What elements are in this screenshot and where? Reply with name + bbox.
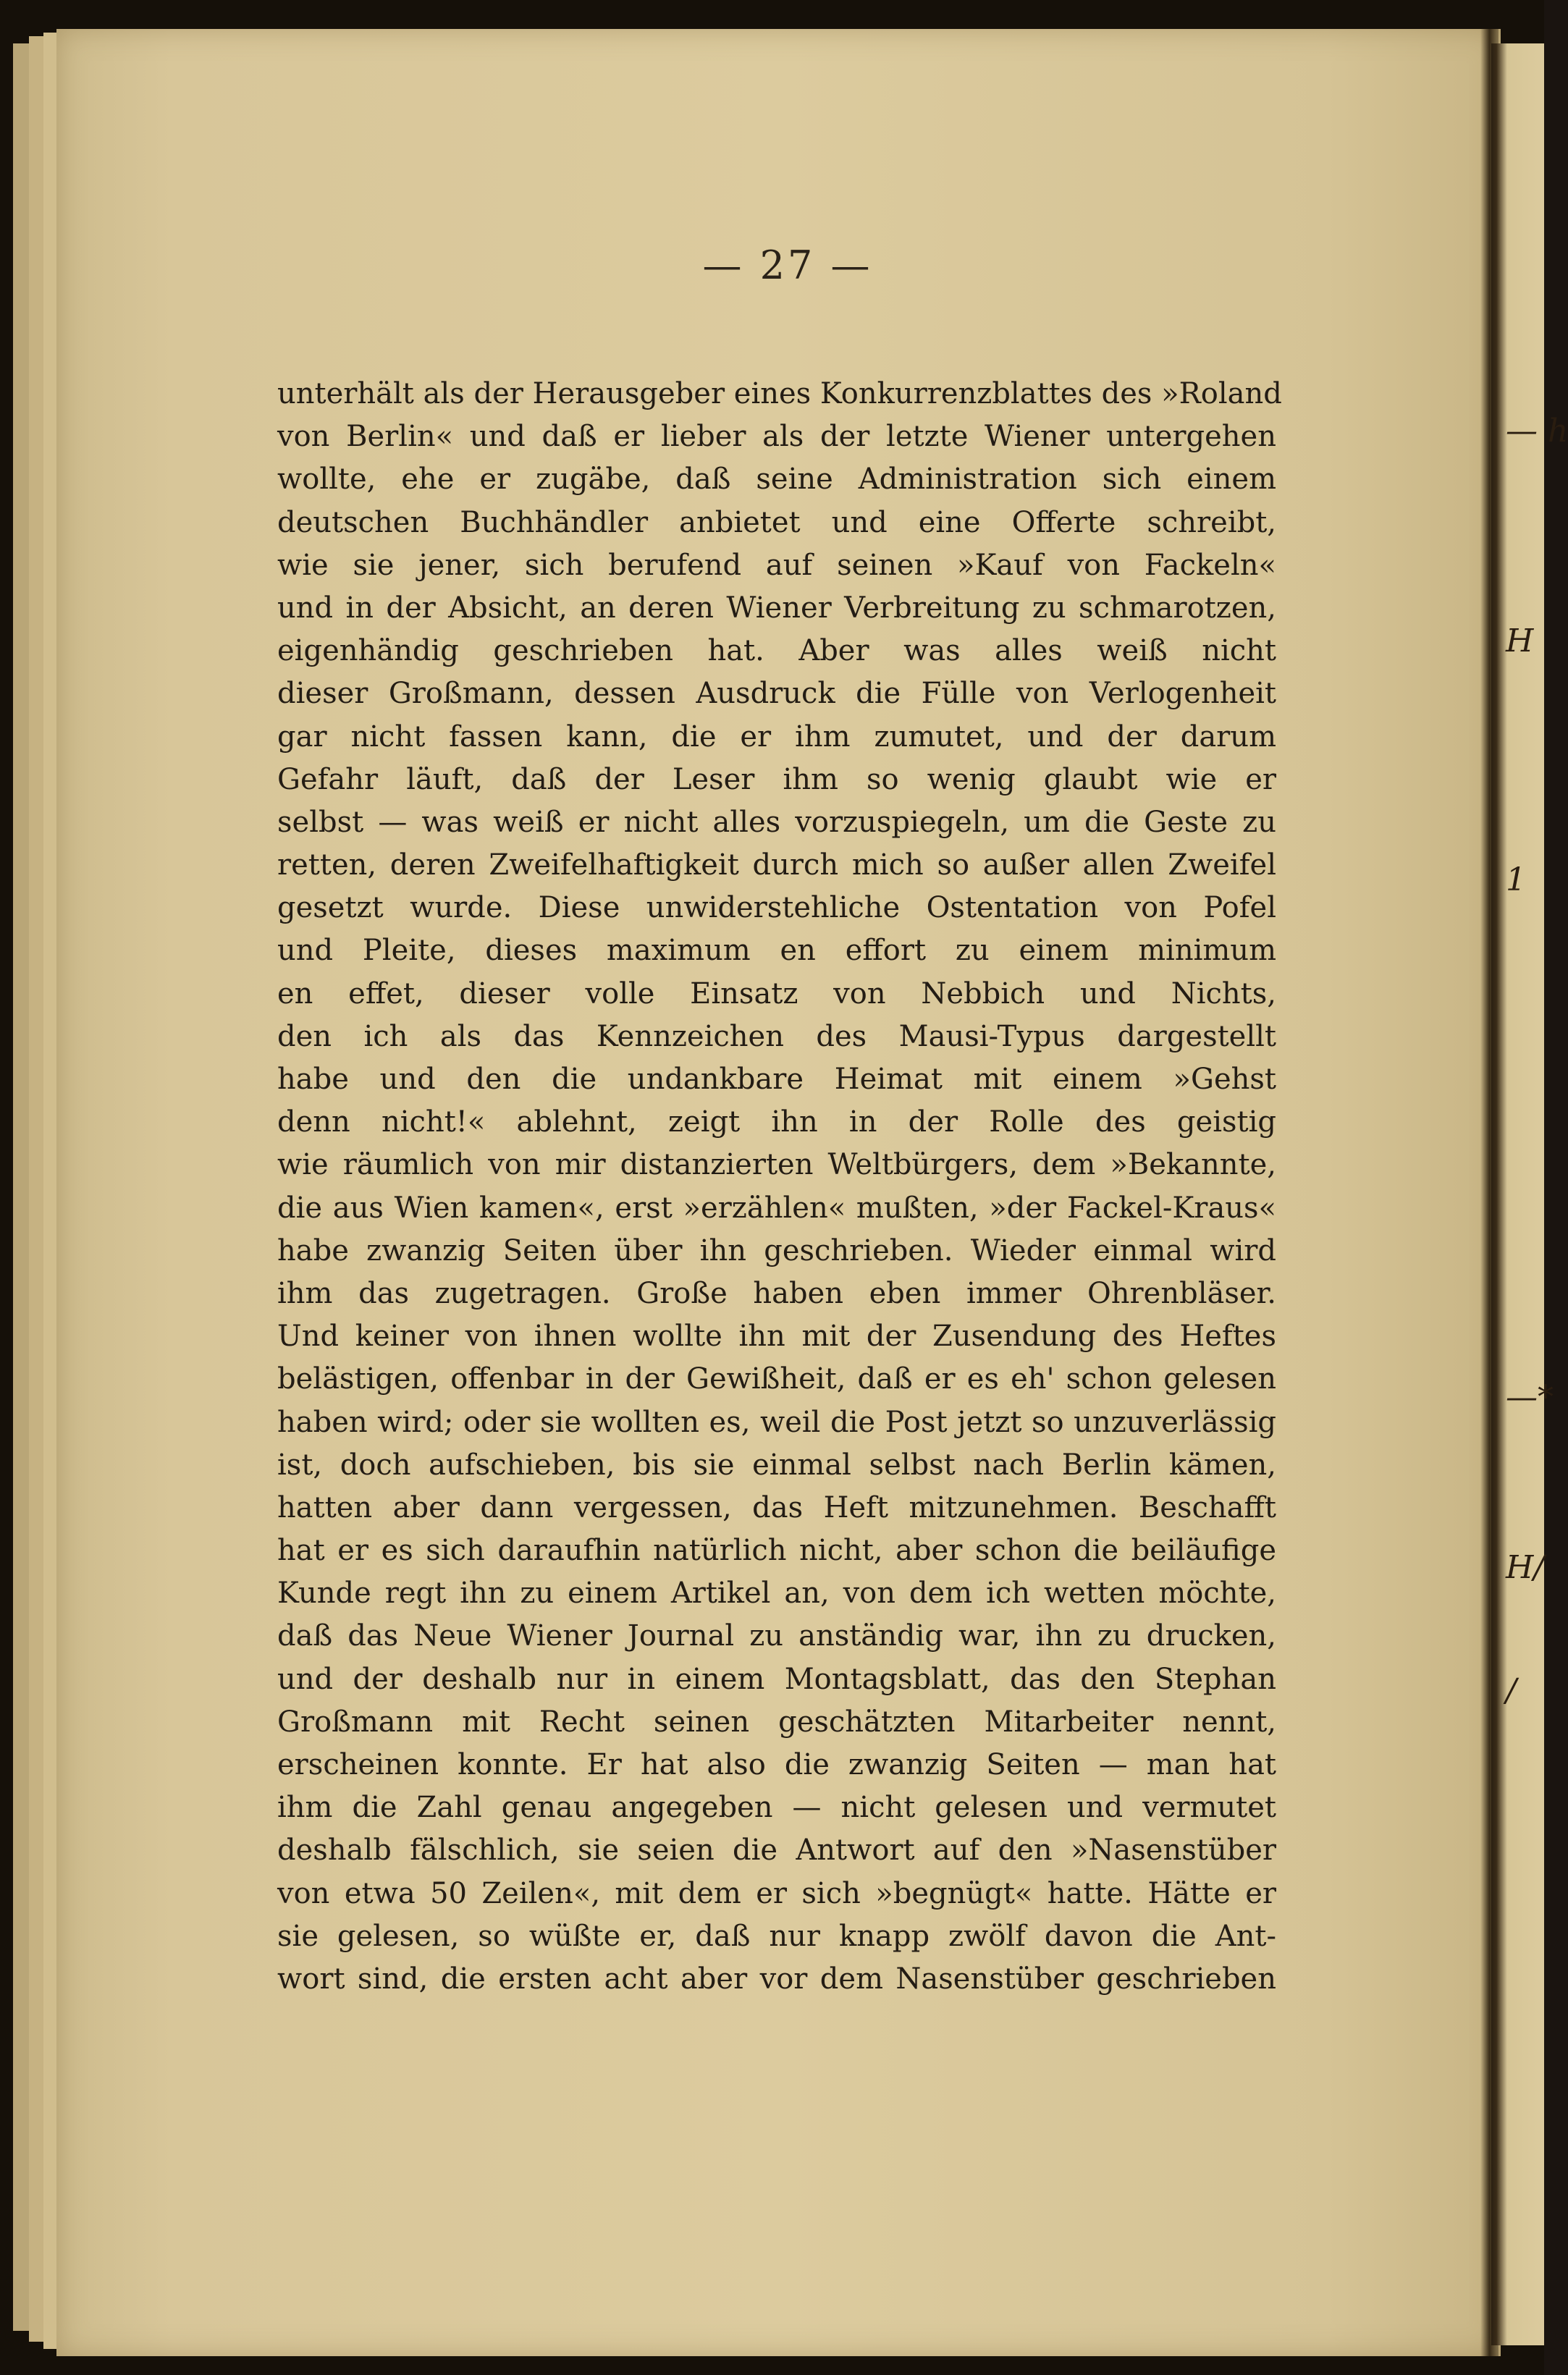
text-line: denn nicht!« ablehnt, zeigt ihn in der Rolle des geistig — [277, 1105, 1276, 1139]
handwritten-margin-notes — [1506, 0, 1568, 2375]
text-line: die aus Wien kamen«, erst »erzählen« mußten, »der Fackel-Kraus« — [277, 1191, 1276, 1225]
text-line: von etwa 50 Zeilen«, mit dem er sich »begnügt« hatte. Hätte er — [277, 1876, 1276, 1910]
text-line: hatten aber dann vergessen, das Heft mitzunehmen. Beschafft — [277, 1490, 1276, 1524]
text-line: selbst — was weiß er nicht alles vorzuspiegeln, um die Geste zu — [277, 805, 1276, 839]
text-line: wort sind, die ersten acht aber vor dem Nasenstüber geschrieben — [277, 1962, 1276, 1996]
text-line: eigenhändig geschrieben hat. Aber was alles weiß nicht — [277, 634, 1276, 668]
text-line: deshalb fälschlich, sie seien die Antwort auf den »Nasenstüber — [277, 1834, 1276, 1868]
margin-note: —* — [1506, 1379, 1554, 1416]
text-line: unterhält als der Herausgeber eines Konkurrenzblattes des »Roland — [277, 377, 1282, 410]
margin-note: / — [1506, 1672, 1517, 1709]
text-line: daß das Neue Wiener Journal zu anständig war, ihn zu drucken, — [277, 1619, 1276, 1653]
text-line: von Berlin« und daß er lieber als der letzte Wiener untergehen — [277, 420, 1276, 454]
margin-note: — h — [1506, 413, 1568, 450]
text-line: Gefahr läuft, daß der Leser ihm so wenig glaubt wie er — [277, 762, 1276, 796]
text-line: haben wird; oder sie wollten es, weil die Post jetzt so unzuverlässig — [277, 1405, 1276, 1439]
text-line: und der deshalb nur in einem Montagsblatt, das den Stephan — [277, 1662, 1276, 1696]
text-line: en effet, dieser volle Einsatz von Nebbich und Nichts, — [277, 976, 1276, 1011]
book-page — [56, 29, 1501, 2356]
text-line: wie sie jener, sich berufend auf seinen »Kauf von Fackeln« — [277, 548, 1276, 582]
text-line: gar nicht fassen kann, die er ihm zumutet, und der darum — [277, 720, 1276, 754]
text-line: Und keiner von ihnen wollte ihn mit der Zusendung des Heftes — [277, 1320, 1276, 1354]
text-line: gesetzt wurde. Diese unwiderstehliche Ostentation von Pofel — [277, 891, 1276, 925]
text-line: habe zwanzig Seiten über ihn geschrieben. Wieder einmal wird — [277, 1233, 1276, 1267]
margin-note: H/ — [1506, 1549, 1545, 1586]
text-line: ihm das zugetragen. Große haben eben immer Ohrenbläser. — [277, 1276, 1276, 1310]
text-line: wollte, ehe er zugäbe, daß seine Administration sich einem — [277, 463, 1276, 497]
text-line: den ich als das Kennzeichen des Mausi-Typus dargestellt — [277, 1019, 1276, 1053]
text-line: retten, deren Zweifelhaftigkeit durch mich so außer allen Zweifel — [277, 848, 1276, 882]
text-line: dieser Großmann, dessen Ausdruck die Fülle von Verlogenheit — [277, 677, 1276, 711]
text-line: Großmann mit Recht seinen geschätzten Mitarbeiter nennt, — [277, 1705, 1276, 1739]
text-line: belästigen, offenbar in der Gewißheit, daß er es eh' schon gelesen — [277, 1362, 1276, 1396]
text-line: und in der Absicht, an deren Wiener Verbreitung zu schmarotzen, — [277, 591, 1276, 625]
text-line: ist, doch aufschieben, bis sie einmal selbst nach Berlin kämen, — [277, 1448, 1276, 1482]
text-line: sie gelesen, so wüßte er, daß nur knapp zwölf davon die Ant- — [277, 1919, 1276, 1953]
text-line: wie räumlich von mir distanzierten Weltbürgers, dem »Bekannte, — [277, 1148, 1276, 1182]
page-number: — 27 — — [702, 242, 873, 288]
text-line: erscheinen konnte. Er hat also die zwanzig Seiten — man hat — [277, 1748, 1276, 1781]
margin-note: H — [1506, 623, 1534, 659]
margin-note: 1 — [1506, 861, 1526, 898]
text-line: habe und den die undankbare Heimat mit einem »Gehst — [277, 1063, 1276, 1096]
text-line: und Pleite, dieses maximum en effort zu einem minimum — [277, 934, 1276, 968]
text-line: deutschen Buchhändler anbietet und eine Offerte schreibt, — [277, 505, 1276, 539]
text-line: Kunde regt ihn zu einem Artikel an, von dem ich wetten möchte, — [277, 1577, 1276, 1611]
text-line: hat er es sich daraufhin natürlich nicht, aber schon die beiläufige — [277, 1534, 1276, 1568]
text-line: ihm die Zahl genau angegeben — nicht gelesen und vermutet — [277, 1791, 1276, 1825]
page-body-text — [277, 373, 1282, 2001]
